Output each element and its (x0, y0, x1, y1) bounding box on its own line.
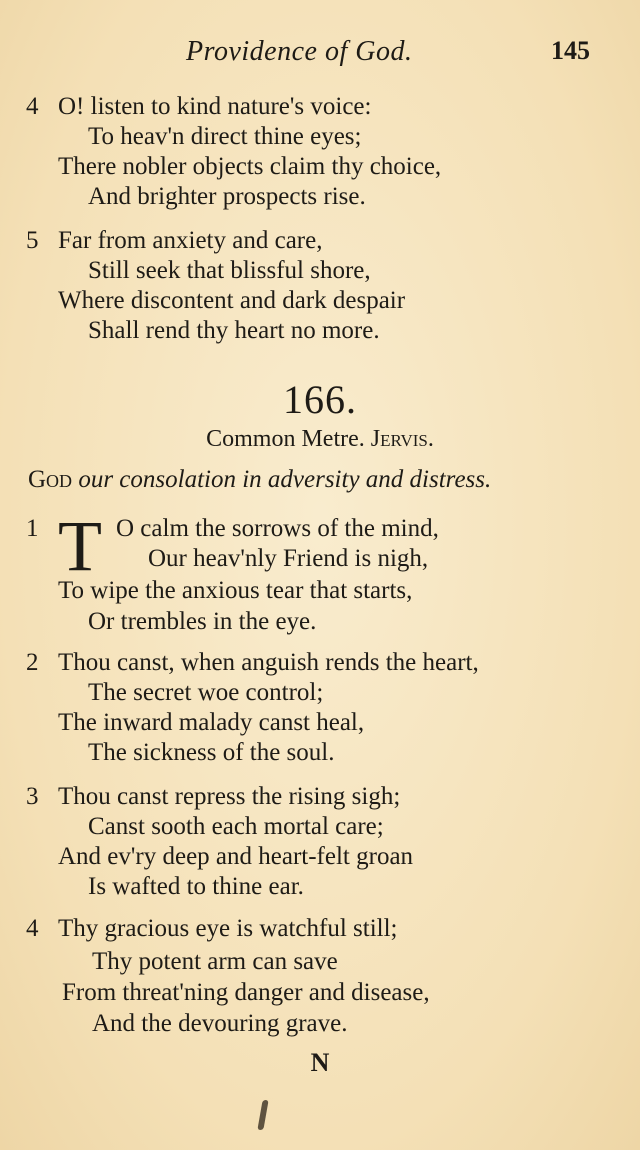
stanza-line: The sickness of the soul. (88, 739, 335, 766)
stanza-line: Where discontent and dark despair (58, 287, 406, 314)
hymn-metre: Common Metre. (206, 426, 365, 452)
hymn-metre-line (0, 426, 640, 453)
printer-signature: N (310, 1048, 330, 1077)
hymn-subject (28, 466, 628, 494)
stanza-line: To wipe the anxious tear that starts, (58, 577, 413, 604)
ink-blot (257, 1100, 268, 1130)
stanza-line: Is wafted to thine ear. (88, 873, 304, 900)
stanza-line: Far from anxiety and care, (58, 227, 323, 254)
hymn-number: 166. (283, 377, 357, 422)
stanza-number: 4 (26, 93, 39, 120)
hymn-author: Jervis. (370, 426, 434, 452)
stanza-line: And brighter prospects rise. (88, 183, 366, 210)
stanza-line: Still seek that blissful shore, (88, 257, 371, 284)
stanza-line: There nobler objects claim thy choice, (58, 153, 442, 180)
page-number: 145 (551, 36, 590, 65)
stanza-number: 1 (26, 515, 39, 542)
stanza-line: And ev'ry deep and heart-felt groan (58, 843, 414, 870)
stanza-number: 4 (26, 915, 39, 942)
stanza-line: Shall rend thy heart no more. (88, 317, 380, 344)
stanza-line: O! listen to kind nature's voice: (58, 93, 372, 120)
drop-cap: T (58, 506, 102, 586)
stanza-line: The inward malady canst heal, (58, 709, 365, 736)
stanza-line: O calm the sorrows of the mind, (116, 515, 439, 542)
stanza-line: Canst sooth each mortal care; (88, 813, 384, 840)
stanza-line: Our heav'nly Friend is nigh, (148, 545, 429, 572)
running-title: Providence of God. (186, 36, 413, 67)
stanza-line: The secret woe control; (88, 679, 324, 706)
stanza-line: And the devouring grave. (92, 1010, 348, 1037)
stanza-line: Thy gracious eye is watchful still; (58, 915, 398, 942)
stanza-number: 5 (26, 227, 39, 254)
stanza-number: 3 (26, 783, 39, 810)
stanza-line: From threat'ning danger and disease, (62, 979, 430, 1006)
stanza-number: 2 (26, 649, 39, 676)
stanza-line: To heav'n direct thine eyes; (88, 123, 362, 150)
stanza-line: Thy potent arm can save (92, 948, 338, 975)
hymn-subject-lead: God (28, 466, 73, 493)
stanza-line: Or trembles in the eye. (88, 608, 317, 635)
running-head (0, 36, 640, 76)
stanza-line: Thou canst, when anguish rends the heart, (58, 649, 479, 676)
stanza-line: Thou canst repress the rising sigh; (58, 783, 401, 810)
hymn-subject-rest: our consolation in adversity and distress. (78, 466, 492, 493)
